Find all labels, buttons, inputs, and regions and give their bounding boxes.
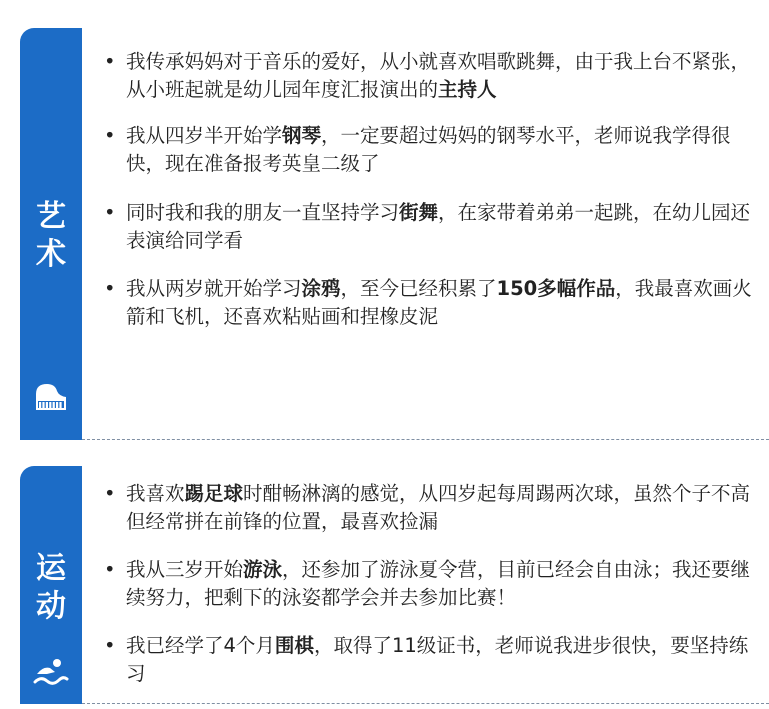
tab-char: 动 <box>36 589 66 624</box>
tab-char: 术 <box>36 237 66 272</box>
section-sports <box>0 466 769 704</box>
piano-icon <box>33 382 69 414</box>
tab-char: 艺 <box>36 199 66 234</box>
list-item: • 我已经学了4个月围棋，取得了11级证书，老师说我进步很快，要坚持练习 <box>104 632 761 688</box>
tab-char: 运 <box>36 551 66 586</box>
list-item: • 我从三岁开始游泳，还参加了游泳夏令营，目前已经会自由泳；我还要继续努力，把剩下的泳姿都学会并去参加比赛！ <box>104 556 761 612</box>
art-list <box>104 48 761 331</box>
section-divider <box>82 439 769 440</box>
list-item: • 我从两岁就开始学习涂鸦，至今已经积累了150多幅作品，我最喜欢画火箭和飞机，还喜欢粘贴画和捏橡皮泥 <box>104 275 761 331</box>
section-tab-sports <box>20 466 82 704</box>
swimmer-icon <box>33 656 69 688</box>
list-item: • 我传承妈妈对于音乐的爱好，从小就喜欢唱歌跳舞，由于我上台不紧张，从小班起就是幼儿园年度汇报演出的主持人 <box>104 48 761 104</box>
list-item: • 我从四岁半开始学钢琴，一定要超过妈妈的钢琴水平，老师说我学得很快，现在准备报考英皇二级了 <box>104 122 761 178</box>
list-item: • 同时我和我的朋友一直坚持学习街舞，在家带着弟弟一起跳，在幼儿园还表演给同学看 <box>104 199 761 255</box>
list-item: • 我喜欢踢足球时酣畅淋漓的感觉，从四岁起每周踢两次球，虽然个子不高但经常拼在前锋的位置，最喜欢捡漏 <box>104 480 761 536</box>
section-divider <box>82 703 769 704</box>
sports-list <box>104 480 761 688</box>
section-tab-art <box>20 28 82 440</box>
tab-label-sports <box>20 550 82 626</box>
tab-label-art <box>20 198 82 274</box>
section-art <box>0 28 769 440</box>
